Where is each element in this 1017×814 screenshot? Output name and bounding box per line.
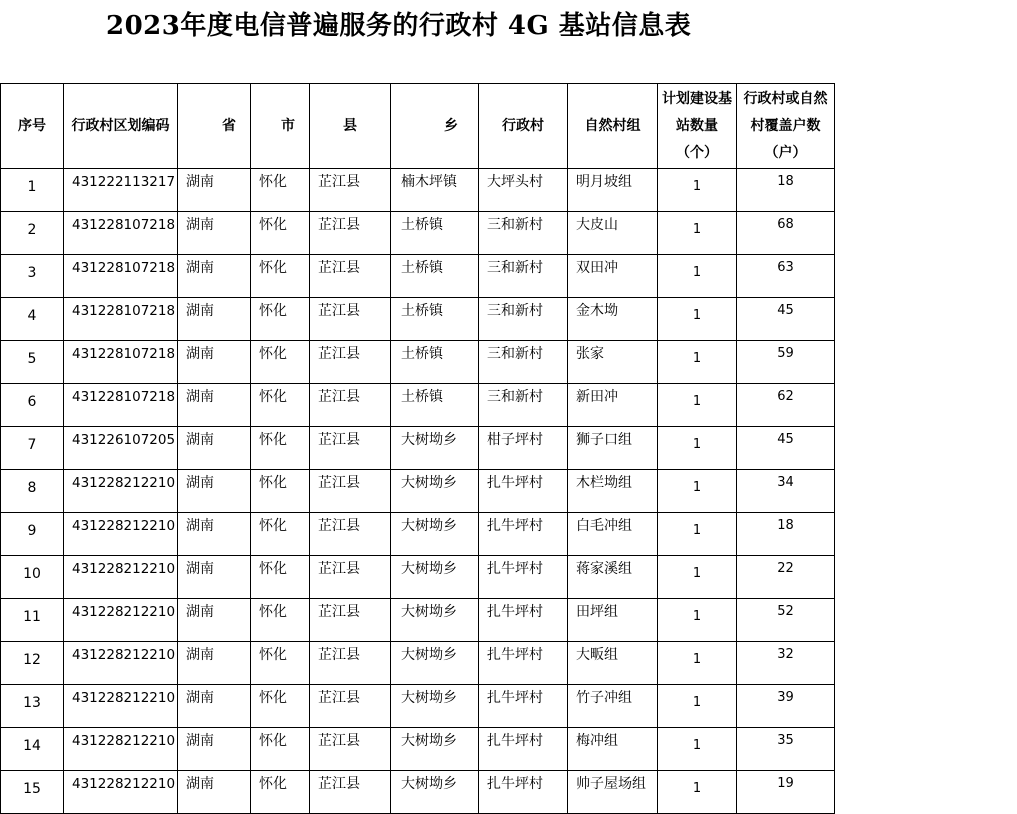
cell-households: 34: [737, 470, 835, 513]
cell-county: 芷江县: [310, 169, 391, 212]
cell-natural-village: 大畈组: [568, 642, 658, 685]
cell-county: 芷江县: [310, 556, 391, 599]
cell-village: 三和新村: [479, 341, 568, 384]
cell-stations: 1: [658, 255, 737, 298]
cell-town: 大树坳乡: [391, 685, 479, 728]
table-row: [1, 599, 835, 642]
cell-no: 4: [1, 298, 64, 341]
cell-code: 431228212210: [64, 771, 178, 814]
header-city: 市: [251, 84, 310, 169]
cell-no: 13: [1, 685, 64, 728]
table-row: [1, 169, 835, 212]
cell-province: 湖南: [178, 470, 251, 513]
cell-natural-village: 白毛冲组: [568, 513, 658, 556]
page-title: 2023年度电信普遍服务的行政村 4G 基站信息表: [106, 11, 692, 41]
cell-city: 怀化: [251, 771, 310, 814]
cell-no: 6: [1, 384, 64, 427]
cell-households: 68: [737, 212, 835, 255]
cell-province: 湖南: [178, 341, 251, 384]
cell-village: 扎牛坪村: [479, 470, 568, 513]
cell-no: 15: [1, 771, 64, 814]
cell-households: 32: [737, 642, 835, 685]
cell-town: 大树坳乡: [391, 771, 479, 814]
cell-village: 扎牛坪村: [479, 513, 568, 556]
cell-stations: 1: [658, 212, 737, 255]
cell-province: 湖南: [178, 685, 251, 728]
header-village: 行政村: [479, 84, 568, 169]
cell-village: 扎牛坪村: [479, 685, 568, 728]
cell-code: 431228107218: [64, 341, 178, 384]
table-row: [1, 470, 835, 513]
info-table: [0, 83, 835, 814]
cell-stations: 1: [658, 427, 737, 470]
cell-village: 三和新村: [479, 255, 568, 298]
cell-households: 45: [737, 427, 835, 470]
table-row: [1, 771, 835, 814]
cell-province: 湖南: [178, 212, 251, 255]
cell-province: 湖南: [178, 771, 251, 814]
cell-city: 怀化: [251, 169, 310, 212]
cell-village: 三和新村: [479, 212, 568, 255]
cell-code: 431228212210: [64, 599, 178, 642]
cell-natural-village: 田坪组: [568, 599, 658, 642]
table-row: [1, 341, 835, 384]
cell-province: 湖南: [178, 255, 251, 298]
cell-province: 湖南: [178, 169, 251, 212]
table-row: [1, 384, 835, 427]
cell-code: 431228212210: [64, 513, 178, 556]
cell-code: 431228107218: [64, 298, 178, 341]
cell-town: 大树坳乡: [391, 599, 479, 642]
header-town: 乡: [391, 84, 479, 169]
table-row: [1, 427, 835, 470]
cell-province: 湖南: [178, 427, 251, 470]
header-no: 序号: [1, 84, 64, 169]
cell-town: 土桥镇: [391, 384, 479, 427]
cell-natural-village: 明月坡组: [568, 169, 658, 212]
cell-city: 怀化: [251, 642, 310, 685]
cell-county: 芷江县: [310, 599, 391, 642]
cell-town: 土桥镇: [391, 298, 479, 341]
cell-province: 湖南: [178, 298, 251, 341]
cell-province: 湖南: [178, 599, 251, 642]
cell-village: 扎牛坪村: [479, 556, 568, 599]
cell-code: 431228212210: [64, 642, 178, 685]
cell-village: 扎牛坪村: [479, 771, 568, 814]
cell-city: 怀化: [251, 599, 310, 642]
cell-no: 11: [1, 599, 64, 642]
cell-natural-village: 木栏坳组: [568, 470, 658, 513]
cell-natural-village: 蒋家溪组: [568, 556, 658, 599]
header-code: 行政村区划编码: [64, 84, 178, 169]
cell-county: 芷江县: [310, 728, 391, 771]
cell-households: 45: [737, 298, 835, 341]
cell-code: 431228107218: [64, 212, 178, 255]
table-row: [1, 298, 835, 341]
cell-households: 63: [737, 255, 835, 298]
cell-city: 怀化: [251, 728, 310, 771]
cell-city: 怀化: [251, 341, 310, 384]
cell-no: 3: [1, 255, 64, 298]
cell-town: 土桥镇: [391, 212, 479, 255]
cell-no: 10: [1, 556, 64, 599]
cell-stations: 1: [658, 771, 737, 814]
cell-town: 大树坳乡: [391, 642, 479, 685]
cell-no: 8: [1, 470, 64, 513]
cell-city: 怀化: [251, 384, 310, 427]
cell-province: 湖南: [178, 642, 251, 685]
cell-natural-village: 帅子屋场组: [568, 771, 658, 814]
cell-village: 三和新村: [479, 298, 568, 341]
header-coverage-households: 行政村或自然村覆盖户数（户）: [737, 84, 835, 169]
cell-stations: 1: [658, 298, 737, 341]
cell-city: 怀化: [251, 556, 310, 599]
cell-households: 59: [737, 341, 835, 384]
header-county: 县: [310, 84, 391, 169]
cell-stations: 1: [658, 599, 737, 642]
cell-town: 大树坳乡: [391, 728, 479, 771]
cell-code: 431228212210: [64, 556, 178, 599]
cell-code: 431228212210: [64, 728, 178, 771]
cell-natural-village: 双田冲: [568, 255, 658, 298]
cell-households: 62: [737, 384, 835, 427]
cell-no: 2: [1, 212, 64, 255]
header-row: [1, 84, 835, 169]
cell-stations: 1: [658, 470, 737, 513]
cell-village: 柑子坪村: [479, 427, 568, 470]
cell-town: 楠木坪镇: [391, 169, 479, 212]
cell-stations: 1: [658, 169, 737, 212]
cell-households: 18: [737, 513, 835, 556]
cell-county: 芷江县: [310, 341, 391, 384]
table-row: [1, 513, 835, 556]
cell-province: 湖南: [178, 728, 251, 771]
cell-natural-village: 新田冲: [568, 384, 658, 427]
cell-county: 芷江县: [310, 212, 391, 255]
cell-natural-village: 梅冲组: [568, 728, 658, 771]
cell-county: 芷江县: [310, 771, 391, 814]
cell-city: 怀化: [251, 255, 310, 298]
cell-county: 芷江县: [310, 298, 391, 341]
cell-province: 湖南: [178, 384, 251, 427]
cell-code: 431228107218: [64, 255, 178, 298]
cell-code: 431226107205: [64, 427, 178, 470]
cell-city: 怀化: [251, 470, 310, 513]
cell-natural-village: 狮子口组: [568, 427, 658, 470]
cell-town: 土桥镇: [391, 255, 479, 298]
cell-code: 431228212210: [64, 470, 178, 513]
cell-stations: 1: [658, 556, 737, 599]
cell-county: 芷江县: [310, 427, 391, 470]
cell-town: 大树坳乡: [391, 470, 479, 513]
cell-village: 大坪头村: [479, 169, 568, 212]
cell-households: 19: [737, 771, 835, 814]
cell-code: 431228107218: [64, 384, 178, 427]
header-planned-stations: 计划建设基站数量（个）: [658, 84, 737, 169]
cell-no: 7: [1, 427, 64, 470]
cell-village: 三和新村: [479, 384, 568, 427]
cell-village: 扎牛坪村: [479, 728, 568, 771]
cell-city: 怀化: [251, 298, 310, 341]
cell-households: 22: [737, 556, 835, 599]
cell-town: 土桥镇: [391, 341, 479, 384]
cell-no: 12: [1, 642, 64, 685]
cell-county: 芷江县: [310, 685, 391, 728]
cell-county: 芷江县: [310, 642, 391, 685]
cell-households: 52: [737, 599, 835, 642]
cell-code: 431228212210: [64, 685, 178, 728]
table-row: [1, 212, 835, 255]
header-province: 省: [178, 84, 251, 169]
cell-code: 431222113217: [64, 169, 178, 212]
cell-county: 芷江县: [310, 513, 391, 556]
cell-village: 扎牛坪村: [479, 599, 568, 642]
cell-stations: 1: [658, 642, 737, 685]
header-natural-village: 自然村组: [568, 84, 658, 169]
cell-province: 湖南: [178, 513, 251, 556]
cell-stations: 1: [658, 685, 737, 728]
table-row: [1, 642, 835, 685]
cell-city: 怀化: [251, 212, 310, 255]
cell-households: 18: [737, 169, 835, 212]
cell-county: 芷江县: [310, 255, 391, 298]
cell-town: 大树坳乡: [391, 427, 479, 470]
table-row: [1, 255, 835, 298]
cell-city: 怀化: [251, 513, 310, 556]
cell-village: 扎牛坪村: [479, 642, 568, 685]
cell-province: 湖南: [178, 556, 251, 599]
cell-stations: 1: [658, 384, 737, 427]
cell-stations: 1: [658, 728, 737, 771]
cell-no: 14: [1, 728, 64, 771]
cell-no: 1: [1, 169, 64, 212]
cell-natural-village: 大皮山: [568, 212, 658, 255]
cell-no: 9: [1, 513, 64, 556]
cell-natural-village: 竹子冲组: [568, 685, 658, 728]
table-body: [1, 169, 835, 814]
cell-county: 芷江县: [310, 470, 391, 513]
cell-town: 大树坳乡: [391, 556, 479, 599]
cell-stations: 1: [658, 341, 737, 384]
table-row: [1, 556, 835, 599]
cell-no: 5: [1, 341, 64, 384]
cell-natural-village: 金木坳: [568, 298, 658, 341]
cell-town: 大树坳乡: [391, 513, 479, 556]
cell-households: 39: [737, 685, 835, 728]
table-row: [1, 685, 835, 728]
table-row: [1, 728, 835, 771]
cell-households: 35: [737, 728, 835, 771]
cell-city: 怀化: [251, 685, 310, 728]
cell-natural-village: 张家: [568, 341, 658, 384]
cell-city: 怀化: [251, 427, 310, 470]
cell-stations: 1: [658, 513, 737, 556]
cell-county: 芷江县: [310, 384, 391, 427]
